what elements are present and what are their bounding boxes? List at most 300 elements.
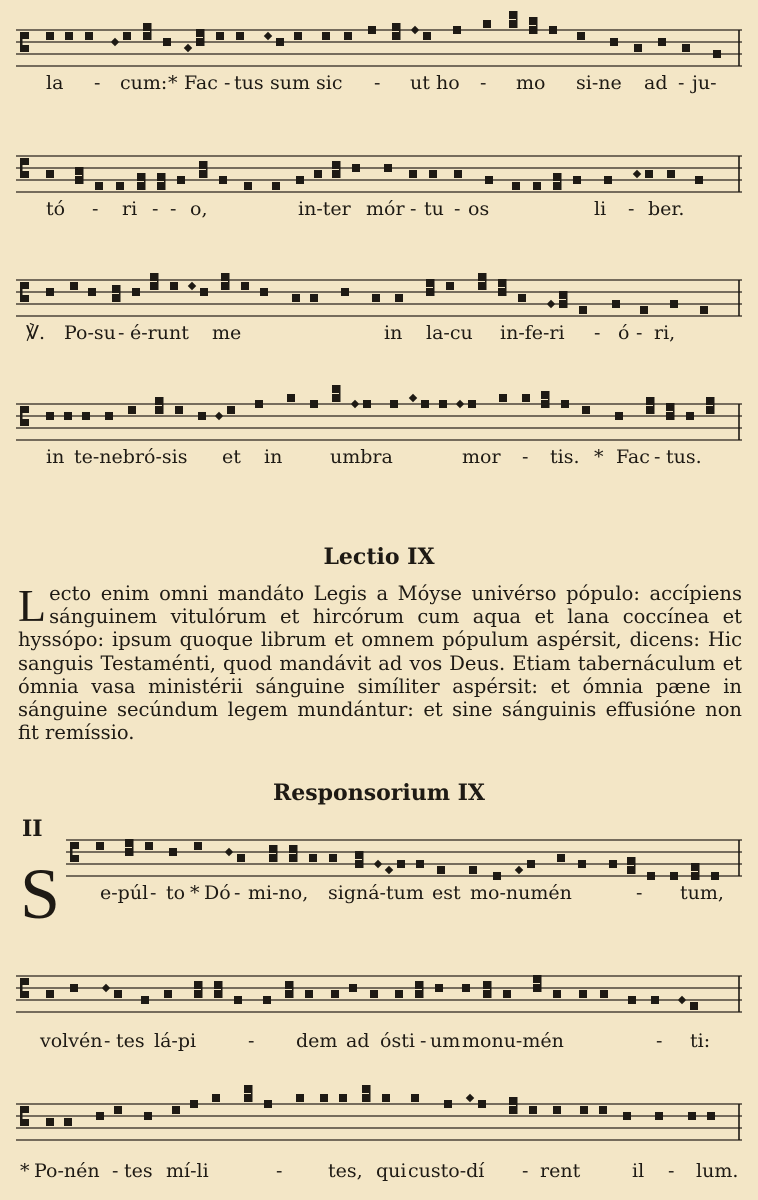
punctum-neume-icon <box>212 1094 220 1102</box>
punctum-neume-icon <box>112 285 120 293</box>
rhombus-neume-icon <box>411 26 419 34</box>
syllable: tes, <box>328 1160 363 1182</box>
syllable: custo-dí <box>408 1160 485 1182</box>
punctum-neume-icon <box>437 866 445 874</box>
punctum-neume-icon <box>46 990 54 998</box>
punctum-neume-icon <box>287 394 295 402</box>
punctum-neume-icon <box>310 294 318 302</box>
punctum-neume-icon <box>332 170 340 178</box>
rhombus-neume-icon <box>547 300 555 308</box>
neume-stem <box>548 391 550 408</box>
punctum-neume-icon <box>392 32 400 40</box>
neume-stem <box>221 981 223 998</box>
punctum-neume-icon <box>426 288 434 296</box>
neume-stem <box>516 11 518 28</box>
neume-stem <box>203 29 205 46</box>
rhombus-neume-icon <box>215 412 223 420</box>
punctum-neume-icon <box>144 1112 152 1120</box>
syllable: il <box>632 1160 645 1182</box>
punctum-neume-icon <box>469 866 477 874</box>
hyphen: - <box>636 322 643 344</box>
staff-lines <box>16 140 742 200</box>
neume-stem <box>292 981 294 998</box>
punctum-neume-icon <box>362 1094 370 1102</box>
syllable: ad <box>346 1030 370 1052</box>
hyphen: - <box>410 198 417 220</box>
punctum-neume-icon <box>645 170 653 178</box>
punctum-neume-icon <box>114 1106 122 1114</box>
punctum-neume-icon <box>368 26 376 34</box>
punctum-neume-icon <box>260 288 268 296</box>
punctum-neume-icon <box>157 173 165 181</box>
punctum-neume-icon <box>244 1094 252 1102</box>
punctum-neume-icon <box>686 412 694 420</box>
punctum-neume-icon <box>512 182 520 190</box>
punctum-neume-icon <box>46 412 54 420</box>
punctum-neume-icon <box>214 990 222 998</box>
punctum-neume-icon <box>610 38 618 46</box>
syllable: ju- <box>692 72 717 94</box>
chant-stave-7 <box>16 1088 742 1182</box>
punctum-neume-icon <box>125 839 133 847</box>
punctum-neume-icon <box>627 857 635 865</box>
syllable: in <box>384 322 403 344</box>
hyphen: - <box>92 198 99 220</box>
punctum-neume-icon <box>646 406 654 414</box>
rhombus-neume-icon <box>466 1094 474 1102</box>
syllable: ó <box>618 322 630 344</box>
neume-stem <box>119 285 121 302</box>
punctum-neume-icon <box>332 385 340 393</box>
punctum-neume-icon <box>276 38 284 46</box>
punctum-neume-icon <box>219 176 227 184</box>
hyphen: - <box>152 198 159 220</box>
punctum-neume-icon <box>468 400 476 408</box>
punctum-neume-icon <box>478 273 486 281</box>
punctum-neume-icon <box>285 990 293 998</box>
syllable: um <box>430 1030 461 1052</box>
neume-stem <box>560 173 562 190</box>
punctum-neume-icon <box>382 1094 390 1102</box>
punctum-neume-icon <box>509 1097 517 1105</box>
syllable: te-nebró-sis <box>74 446 188 468</box>
punctum-neume-icon <box>292 294 300 302</box>
punctum-neume-icon <box>310 400 318 408</box>
punctum-neume-icon <box>509 20 517 28</box>
punctum-neume-icon <box>65 32 73 40</box>
c-clef-icon <box>72 855 79 862</box>
syllable: umbra <box>330 446 393 468</box>
punctum-neume-icon <box>216 32 224 40</box>
syllable: to <box>166 882 186 904</box>
rhombus-neume-icon <box>225 848 233 856</box>
punctum-neume-icon <box>478 282 486 290</box>
lyrics-line <box>16 198 742 226</box>
punctum-neume-icon <box>269 845 277 853</box>
punctum-neume-icon <box>46 288 54 296</box>
syllable: in-fe-ri <box>500 322 565 344</box>
syllable: et <box>222 446 241 468</box>
syllable: est <box>432 882 461 904</box>
neume-stem <box>485 273 487 290</box>
syllable: lá-pi <box>154 1030 197 1052</box>
syllable: ut <box>410 72 430 94</box>
syllable: os <box>468 198 490 220</box>
rhombus-neume-icon <box>633 170 641 178</box>
lyrics-line <box>16 322 742 350</box>
neume-stem <box>536 17 538 34</box>
punctum-neume-icon <box>384 164 392 172</box>
hyphen: - <box>656 1030 663 1052</box>
syllable: é-runt <box>130 322 189 344</box>
punctum-neume-icon <box>706 406 714 414</box>
punctum-neume-icon <box>670 300 678 308</box>
punctum-neume-icon <box>439 400 447 408</box>
neume-stem <box>653 397 655 414</box>
punctum-neume-icon <box>533 975 541 983</box>
punctum-neume-icon <box>423 32 431 40</box>
syllable: mór <box>366 198 405 220</box>
hyphen: - <box>104 1030 111 1052</box>
punctum-neume-icon <box>483 20 491 28</box>
punctum-neume-icon <box>529 1106 537 1114</box>
punctum-neume-icon <box>415 990 423 998</box>
syllable: signá-tum <box>328 882 424 904</box>
syllable: mor <box>462 446 501 468</box>
syllable: cum: <box>120 72 168 94</box>
punctum-neume-icon <box>446 282 454 290</box>
syllable: in <box>46 446 65 468</box>
syllable: ósti <box>380 1030 415 1052</box>
neume-stem <box>276 845 278 862</box>
punctum-neume-icon <box>82 412 90 420</box>
punctum-neume-icon <box>578 860 586 868</box>
punctum-neume-icon <box>46 1118 54 1126</box>
punctum-neume-icon <box>416 860 424 868</box>
punctum-neume-icon <box>579 990 587 998</box>
asterisk: * <box>190 882 200 904</box>
punctum-neume-icon <box>123 32 131 40</box>
punctum-neume-icon <box>322 32 330 40</box>
punctum-neume-icon <box>549 26 557 34</box>
neume-stem <box>296 845 298 862</box>
punctum-neume-icon <box>529 17 537 25</box>
punctum-neume-icon <box>170 282 178 290</box>
punctum-neume-icon <box>75 176 83 184</box>
punctum-neume-icon <box>559 300 567 308</box>
punctum-neume-icon <box>227 406 235 414</box>
punctum-neume-icon <box>194 981 202 989</box>
syllable: ri <box>122 198 138 220</box>
punctum-neume-icon <box>352 164 360 172</box>
punctum-neume-icon <box>666 403 674 411</box>
punctum-neume-icon <box>269 854 277 862</box>
asterisk: * <box>594 446 604 468</box>
neume-stem <box>369 1085 371 1102</box>
chant-stave-2 <box>16 140 742 230</box>
neume-stem <box>132 839 134 856</box>
punctum-neume-icon <box>255 400 263 408</box>
punctum-neume-icon <box>344 32 352 40</box>
punctum-neume-icon <box>522 394 530 402</box>
rhombus-neume-icon <box>111 38 119 46</box>
syllable: Fac <box>616 446 650 468</box>
punctum-neume-icon <box>96 1112 104 1120</box>
syllable: Dó <box>204 882 231 904</box>
punctum-neume-icon <box>234 996 242 1004</box>
punctum-neume-icon <box>579 306 587 314</box>
syllable: volvén <box>40 1030 103 1052</box>
lectio-text <box>18 582 742 744</box>
punctum-neume-icon <box>493 872 501 880</box>
punctum-neume-icon <box>444 1100 452 1108</box>
syllable: tu <box>424 198 444 220</box>
syllable: sum <box>270 72 311 94</box>
rhombus-neume-icon <box>456 400 464 408</box>
hyphen: - <box>454 198 461 220</box>
syllable: Fac <box>184 72 218 94</box>
punctum-neume-icon <box>169 848 177 856</box>
punctum-neume-icon <box>553 182 561 190</box>
punctum-neume-icon <box>658 38 666 46</box>
punctum-neume-icon <box>580 1106 588 1114</box>
punctum-neume-icon <box>198 412 206 420</box>
punctum-neume-icon <box>190 1100 198 1108</box>
neume-stem <box>634 857 636 874</box>
punctum-neume-icon <box>172 1106 180 1114</box>
rhombus-neume-icon <box>409 394 417 402</box>
punctum-neume-icon <box>199 170 207 178</box>
rhombus-neume-icon <box>188 282 196 290</box>
punctum-neume-icon <box>498 288 506 296</box>
punctum-neume-icon <box>112 294 120 302</box>
punctum-neume-icon <box>221 282 229 290</box>
punctum-neume-icon <box>561 400 569 408</box>
syllable: ad <box>644 72 668 94</box>
punctum-neume-icon <box>397 860 405 868</box>
versicle-sign: ℣. <box>26 322 46 344</box>
hyphen: - <box>654 446 661 468</box>
hyphen: - <box>112 1160 119 1182</box>
punctum-neume-icon <box>509 11 517 19</box>
punctum-neume-icon <box>429 170 437 178</box>
c-clef-icon <box>22 978 29 985</box>
punctum-neume-icon <box>309 854 317 862</box>
c-clef-icon <box>22 295 29 302</box>
rhombus-neume-icon <box>264 32 272 40</box>
rhombus-neume-icon <box>678 996 686 1004</box>
mode-number: II <box>22 816 43 842</box>
punctum-neume-icon <box>355 851 363 859</box>
punctum-neume-icon <box>339 1094 347 1102</box>
neume-stem <box>201 981 203 998</box>
punctum-neume-icon <box>143 32 151 40</box>
punctum-neume-icon <box>395 294 403 302</box>
staff-lines <box>66 824 742 884</box>
punctum-neume-icon <box>75 167 83 175</box>
punctum-neume-icon <box>454 170 462 178</box>
punctum-neume-icon <box>331 990 339 998</box>
chant-stave-6 <box>16 960 742 1050</box>
punctum-neume-icon <box>395 990 403 998</box>
punctum-neume-icon <box>294 32 302 40</box>
punctum-neume-icon <box>114 990 122 998</box>
syllable: tus. <box>666 446 702 468</box>
punctum-neume-icon <box>655 1112 663 1120</box>
neume-stem <box>339 385 341 402</box>
punctum-neume-icon <box>711 872 719 880</box>
punctum-neume-icon <box>329 854 337 862</box>
syllable: mo <box>516 72 546 94</box>
syllable: tes <box>116 1030 145 1052</box>
punctum-neume-icon <box>370 990 378 998</box>
punctum-neume-icon <box>296 1094 304 1102</box>
punctum-neume-icon <box>332 161 340 169</box>
c-clef-icon <box>22 171 29 178</box>
syllable: tus <box>234 72 264 94</box>
punctum-neume-icon <box>264 1100 272 1108</box>
punctum-neume-icon <box>498 279 506 287</box>
lyrics-line <box>16 1160 742 1188</box>
punctum-neume-icon <box>314 170 322 178</box>
c-clef-icon <box>22 991 29 998</box>
hyphen: - <box>118 322 125 344</box>
punctum-neume-icon <box>88 288 96 296</box>
punctum-neume-icon <box>533 182 541 190</box>
punctum-neume-icon <box>604 176 612 184</box>
c-clef-icon <box>22 158 29 165</box>
punctum-neume-icon <box>64 412 72 420</box>
punctum-neume-icon <box>236 32 244 40</box>
syllable: ri, <box>654 322 676 344</box>
punctum-neume-icon <box>289 854 297 862</box>
punctum-neume-icon <box>651 996 659 1004</box>
punctum-neume-icon <box>143 23 151 31</box>
neume-stem <box>157 273 159 290</box>
hyphen: - <box>374 72 381 94</box>
punctum-neume-icon <box>214 981 222 989</box>
c-clef-icon <box>72 842 79 849</box>
punctum-neume-icon <box>363 400 371 408</box>
lyrics-line <box>66 882 742 910</box>
punctum-neume-icon <box>600 990 608 998</box>
punctum-neume-icon <box>690 1002 698 1010</box>
punctum-neume-icon <box>163 38 171 46</box>
neume-stem <box>490 981 492 998</box>
punctum-neume-icon <box>483 981 491 989</box>
punctum-neume-icon <box>155 397 163 405</box>
syllable: la <box>46 72 64 94</box>
syllable: monu-mén <box>462 1030 564 1052</box>
punctum-neume-icon <box>666 412 674 420</box>
responsorium-title: Responsorium IX <box>272 780 486 806</box>
punctum-neume-icon <box>541 391 549 399</box>
punctum-neume-icon <box>362 1085 370 1093</box>
punctum-neume-icon <box>627 866 635 874</box>
punctum-neume-icon <box>503 990 511 998</box>
punctum-neume-icon <box>609 860 617 868</box>
staff-lines <box>16 14 742 74</box>
hyphen: - <box>234 882 241 904</box>
punctum-neume-icon <box>527 860 535 868</box>
punctum-neume-icon <box>700 306 708 314</box>
syllable: ho <box>436 72 460 94</box>
hyphen: - <box>628 198 635 220</box>
neume-stem <box>540 975 542 992</box>
neume-stem <box>162 397 164 414</box>
punctum-neume-icon <box>667 170 675 178</box>
rhombus-neume-icon <box>184 44 192 52</box>
c-clef-icon <box>22 32 29 39</box>
neume-stem <box>362 851 364 868</box>
rhombus-neume-icon <box>385 866 393 874</box>
punctum-neume-icon <box>577 32 585 40</box>
syllable: Po-su <box>64 322 116 344</box>
punctum-neume-icon <box>533 984 541 992</box>
syllable: mi-no, <box>248 882 309 904</box>
punctum-neume-icon <box>46 170 54 178</box>
lectio-title: Lectio IX <box>323 544 435 570</box>
syllable: lum. <box>696 1160 739 1182</box>
punctum-neume-icon <box>691 872 699 880</box>
punctum-neume-icon <box>70 282 78 290</box>
punctum-neume-icon <box>305 990 313 998</box>
punctum-neume-icon <box>688 1112 696 1120</box>
punctum-neume-icon <box>137 182 145 190</box>
neume-stem <box>144 173 146 190</box>
neume-stem <box>150 23 152 40</box>
staff-lines <box>16 960 742 1020</box>
syllable: si-ne <box>576 72 622 94</box>
hyphen: - <box>636 882 643 904</box>
c-clef-icon <box>22 45 29 52</box>
neume-stem <box>516 1097 518 1114</box>
drop-cap-initial: L <box>18 580 47 631</box>
punctum-neume-icon <box>499 394 507 402</box>
c-clef-icon <box>22 1106 29 1113</box>
hyphen: - <box>668 1160 675 1182</box>
neume-stem <box>505 279 507 296</box>
punctum-neume-icon <box>199 161 207 169</box>
hyphen: - <box>224 72 231 94</box>
punctum-neume-icon <box>453 26 461 34</box>
syllable: e-púl <box>100 882 149 904</box>
punctum-neume-icon <box>392 23 400 31</box>
punctum-neume-icon <box>125 848 133 856</box>
punctum-neume-icon <box>640 306 648 314</box>
punctum-neume-icon <box>164 990 172 998</box>
punctum-neume-icon <box>272 182 280 190</box>
neume-stem <box>713 397 715 414</box>
c-clef-icon <box>22 282 29 289</box>
punctum-neume-icon <box>355 860 363 868</box>
punctum-neume-icon <box>529 26 537 34</box>
neume-stem <box>673 403 675 420</box>
hyphen: - <box>94 72 101 94</box>
punctum-neume-icon <box>105 412 113 420</box>
neume-stem <box>251 1085 253 1102</box>
punctum-neume-icon <box>341 288 349 296</box>
punctum-neume-icon <box>670 872 678 880</box>
punctum-neume-icon <box>462 984 470 992</box>
hyphen: - <box>276 1160 283 1182</box>
punctum-neume-icon <box>713 50 721 58</box>
punctum-neume-icon <box>421 400 429 408</box>
syllable: in-ter <box>298 198 351 220</box>
punctum-neume-icon <box>435 984 443 992</box>
syllable: tum, <box>680 882 724 904</box>
syllable: qui <box>376 1160 407 1182</box>
